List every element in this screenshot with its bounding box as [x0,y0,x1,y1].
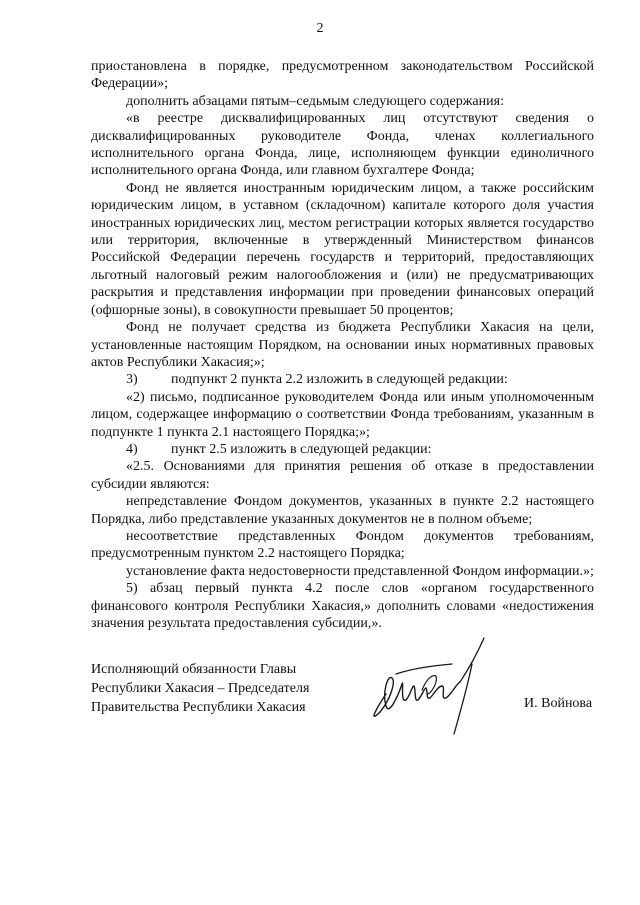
page-number: 2 [316,21,324,36]
paragraph: «2) письмо, подписанное руководителем Фонда или иным уполномоченным лицом, содержащее информацию о соответствии Фонда требованиям, указанным в подпункте 1 пункта 2.1 настоящего Порядка;»; [91,389,594,440]
paragraph: 5) абзац первый пункта 4.2 после слов «органом государственного финансового контроля Республики Хакасия,» дополнить словами «недостижения значения результата предоставления субсидии,». [91,581,594,631]
signatory-title-line: Правительства Республики Хакасия [91,700,306,715]
paragraph: непредставление Фондом документов, указанных в пункте 2.2 настоящего Порядка, либо представление указанных документов не в полном объеме; [91,494,594,527]
numbered-paragraph [91,371,594,388]
paragraph: несоответствие представленных Фондом документов требованиям, предусмотренным пунктом 2.2 настоящего Порядка; [91,528,594,562]
signatory-name: И. Войнова [524,696,593,711]
paragraph: дополнить абзацами пятым–седьмым следующего содержания: [126,93,504,109]
item-text: подпункт 2 пункта 2.2 изложить в следующей редакции: [171,372,508,388]
item-text: пункт 2.5 изложить в следующей редакции: [171,441,432,457]
signatory-title-line: Исполняющий обязанности Главы [91,662,297,677]
paragraph: установление факта недостоверности представленной Фондом информации.»; [126,563,594,579]
document-body [91,58,594,632]
handwritten-signature [356,634,506,744]
paragraph: Фонд не получает средства из бюджета Республики Хакасия на цели, установленные настоящим Порядком, на основании иных нормативных правовых актов Республики Хакасия;»; [91,320,594,370]
item-number: 3) [126,372,138,388]
paragraph: «2.5. Основаниями для принятия решения об отказе в предоставлении субсидии являются: [91,459,594,492]
paragraph: Фонд не является иностранным юридическим лицом, а также российским юридическим лицом, в уставном (складочном) капитале которого доля участия иностранных юридических лиц, местом регистрации которых является государство или территория, включенные в утвержденный Министерством финансов Российской Федерации перечень государств и территорий, предоставляющих льготный налоговый режим налогообложения и (или) не предусматривающих раскрытия и представления информации при проведении финансовых операций (офшорные зоны), в совокупности превышает 50 процентов; [91,180,594,318]
paragraph: «в реестре дисквалифицированных лиц отсутствуют сведения о дисквалифицированных руководителе Фонда, членах коллегиального исполнительного органа Фонда, лице, исполняющем функции единоличного исполнительного органа Фонда, или главном бухгалтере Фонда; [91,111,594,179]
numbered-paragraph [91,441,594,458]
item-number: 4) [126,441,138,457]
paragraph: приостановлена в порядке, предусмотренном законодательством Российской Федерации»; [91,59,594,92]
signatory-title [91,660,309,717]
signatory-title-line: Республики Хакасия – Председателя [91,681,310,696]
